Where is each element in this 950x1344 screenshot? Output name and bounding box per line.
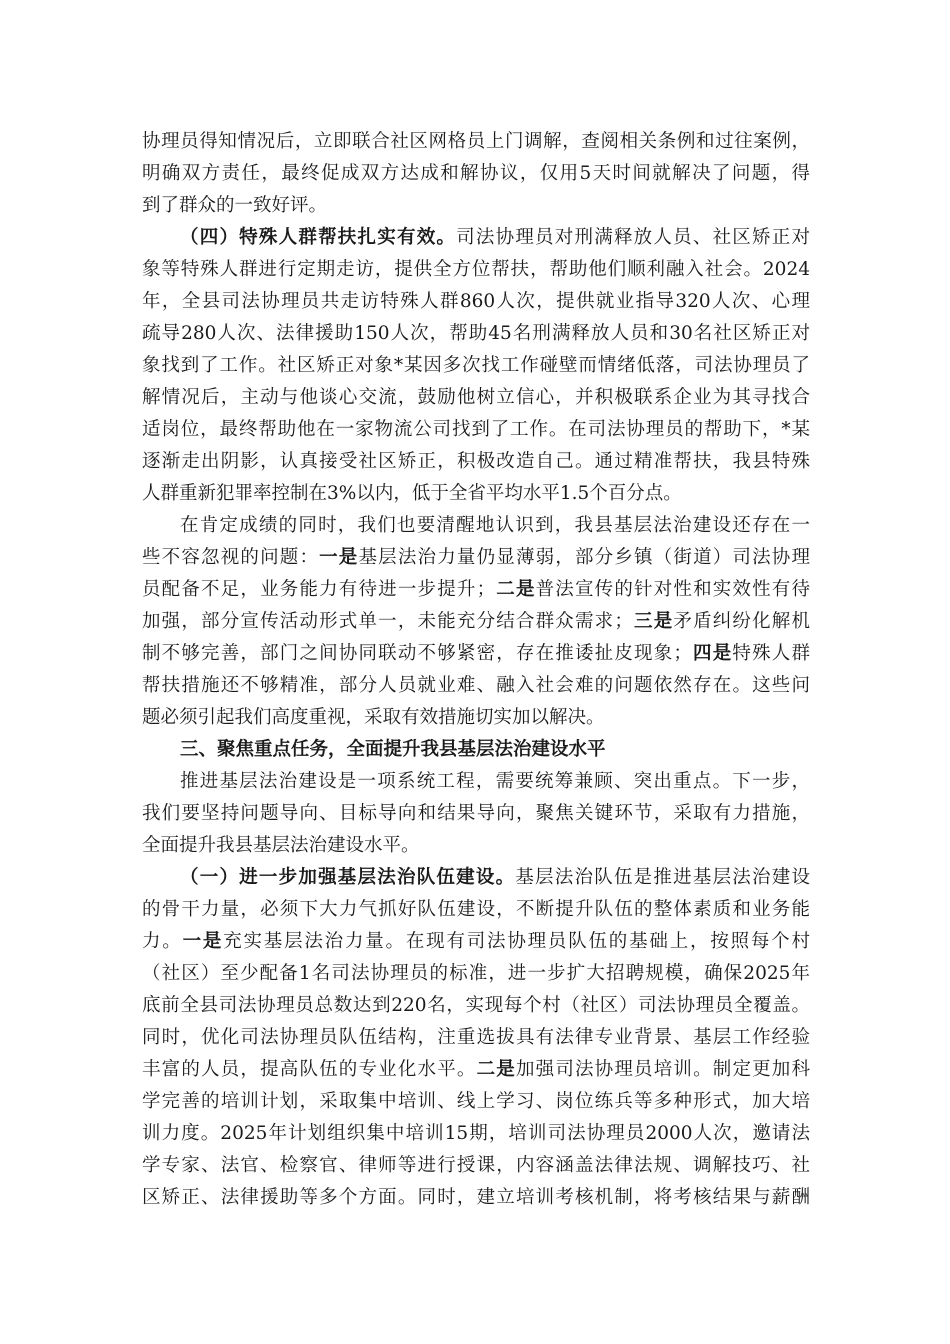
- text-run: 适岗位，最终帮助他在一家物流公司找到了工作。在司法协理员的帮助下，*某: [142, 419, 810, 440]
- bold-text-run: 二是: [495, 579, 536, 600]
- text-run: 矛盾纠纷化解机: [673, 611, 810, 632]
- text-run: 帮扶措施还不够精准，部分人员就业难、融入社会难的问题依然存在。这些问: [142, 675, 810, 696]
- text-run: 基层法治力量仍显薄弱，部分乡镇（街道）司法协理: [358, 547, 810, 568]
- text-line: [180, 766, 810, 798]
- bold-text-run: 三是: [632, 611, 674, 632]
- text-line: [142, 542, 810, 574]
- text-run: 象等特殊人群进行定期走访，提供全方位帮扶，帮助他们顺利融入社会。2024: [142, 259, 810, 280]
- text-run: 特殊人群: [732, 643, 810, 664]
- text-line: [142, 126, 810, 158]
- text-run: 学完善的培训计划，采取集中培训、线上学习、岗位练兵等多种形式，加大培: [142, 1091, 810, 1112]
- text-run: 到了群众的一致好评。: [142, 195, 328, 216]
- text-line: [142, 606, 810, 638]
- text-line: [180, 222, 810, 254]
- text-line: [142, 958, 810, 990]
- text-run: 普法宣传的针对性和实效性有待: [535, 579, 810, 600]
- text-run: 充实基层法治力量。在现有司法协理员队伍的基础上，按照每个村: [223, 931, 810, 952]
- text-run: 区矫正、法律援助等多个方面。同时，建立培训考核机制，将考核结果与薪酬: [142, 1187, 810, 1208]
- text-run: 力。: [142, 931, 183, 952]
- text-line: [142, 446, 810, 478]
- text-line: [142, 318, 810, 350]
- text-line: [180, 734, 810, 766]
- text-run: 推进基层法治建设是一项系统工程，需要统筹兼顾、突出重点。下一步，: [180, 771, 810, 792]
- text-run: 训力度。2025年计划组织集中培训15期，培训司法协理员2000人次，邀请法: [142, 1123, 810, 1144]
- text-run: 全面提升我县基层法治建设水平。: [142, 835, 420, 856]
- text-run: 底前全县司法协理员总数达到220名，实现每个村（社区）司法协理员全覆盖。: [142, 995, 810, 1016]
- text-run: 学专家、法官、检察官、律师等进行授课，内容涵盖法律法规、调解技巧、社: [142, 1155, 810, 1176]
- bold-text-run: 三、聚焦重点任务，全面提升我县基层法治建设水平: [180, 739, 606, 760]
- text-run: 明确双方责任，最终促成双方达成和解协议，仅用5天时间就解决了问题，得: [142, 163, 810, 184]
- text-line: [142, 414, 810, 446]
- text-run: 协理员得知情况后，立即联合社区网格员上门调解，查阅相关条例和过往案例，: [142, 131, 810, 152]
- text-run: 象找到了工作。社区矫正对象*某因多次找工作碰壁而情绪低落，司法协理员了: [142, 355, 810, 376]
- text-run: 题必须引起我们高度重视，采取有效措施切实加以解决。: [142, 707, 605, 728]
- text-run: 些不容忽视的问题：: [142, 547, 320, 568]
- text-line: [142, 638, 810, 670]
- text-line: [142, 382, 810, 414]
- text-run: 司法协理员对刑满释放人员、社区矫正对: [456, 227, 810, 248]
- text-run: 在肯定成绩的同时，我们也要清醒地认识到，我县基层法治建设还存在一: [180, 515, 810, 536]
- text-line: [142, 350, 810, 382]
- text-run: 同时，优化司法协理员队伍结构，注重选拔具有法律专业背景、基层工作经验: [142, 1027, 810, 1048]
- text-run: 年，全县司法协理员共走访特殊人群860人次，提供就业指导320人次、心理: [142, 291, 810, 312]
- bold-text-run: 二是: [476, 1059, 516, 1080]
- text-line: [142, 1182, 810, 1214]
- text-run: 解情况后，主动与他谈心交流，鼓励他树立信心，并积极联系企业为其寻找合: [142, 387, 810, 408]
- text-line: [142, 702, 810, 734]
- text-line: [142, 830, 810, 862]
- text-run: （社区）至少配备1名司法协理员的标准，进一步扩大招聘规模，确保2025年: [142, 963, 810, 984]
- text-run: 员配备不足，业务能力有待进一步提升；: [142, 579, 496, 600]
- text-line: [142, 1150, 810, 1182]
- text-run: 人群重新犯罪率控制在3%以内，低于全省平均水平1.5个百分点。: [142, 483, 682, 504]
- text-line: [142, 286, 810, 318]
- text-line: [142, 254, 810, 286]
- text-run: 的骨干力量，必须下大力气抓好队伍建设，不断提升队伍的整体素质和业务能: [142, 899, 810, 920]
- bold-text-run: （四）特殊人群帮扶扎实有效。: [180, 227, 457, 248]
- text-line: [142, 190, 810, 222]
- text-line: [142, 1118, 810, 1150]
- bold-text-run: 一是: [319, 547, 359, 568]
- text-line: [142, 1022, 810, 1054]
- text-line: [142, 574, 810, 606]
- text-run: 加强司法协理员培训。制定更加科: [515, 1059, 810, 1080]
- bold-text-run: 四是: [691, 643, 733, 664]
- text-line: [142, 798, 810, 830]
- text-run: 疏导280人次、法律援助150人次，帮助45名刑满释放人员和30名社区矫正对: [142, 323, 810, 344]
- text-line: [142, 1054, 810, 1086]
- text-run: 丰富的人员，提高队伍的专业化水平。: [142, 1059, 477, 1080]
- text-line: [180, 862, 810, 894]
- text-run: 加强，部分宣传活动形式单一，未能充分结合群众需求；: [142, 611, 633, 632]
- text-line: [142, 158, 810, 190]
- bold-text-run: 一是: [182, 931, 224, 952]
- text-run: 基层法治队伍是推进基层法治建设: [515, 867, 810, 888]
- text-line: [180, 510, 810, 542]
- text-run: 逐渐走出阴影，认真接受社区矫正，积极改造自己。通过精准帮扶，我县特殊: [142, 451, 810, 472]
- text-run: 制不够完善，部门之间协同联动不够紧密，存在推诿扯皮现象；: [142, 643, 692, 664]
- text-line: [142, 894, 810, 926]
- bold-text-run: （一）进一步加强基层法治队伍建设。: [180, 867, 516, 888]
- text-line: [142, 478, 810, 510]
- text-line: [142, 1086, 810, 1118]
- text-line: [142, 926, 810, 958]
- text-line: [142, 990, 810, 1022]
- text-line: [142, 670, 810, 702]
- text-run: 我们要坚持问题导向、目标导向和结果导向，聚焦关键环节，采取有力措施，: [142, 803, 810, 824]
